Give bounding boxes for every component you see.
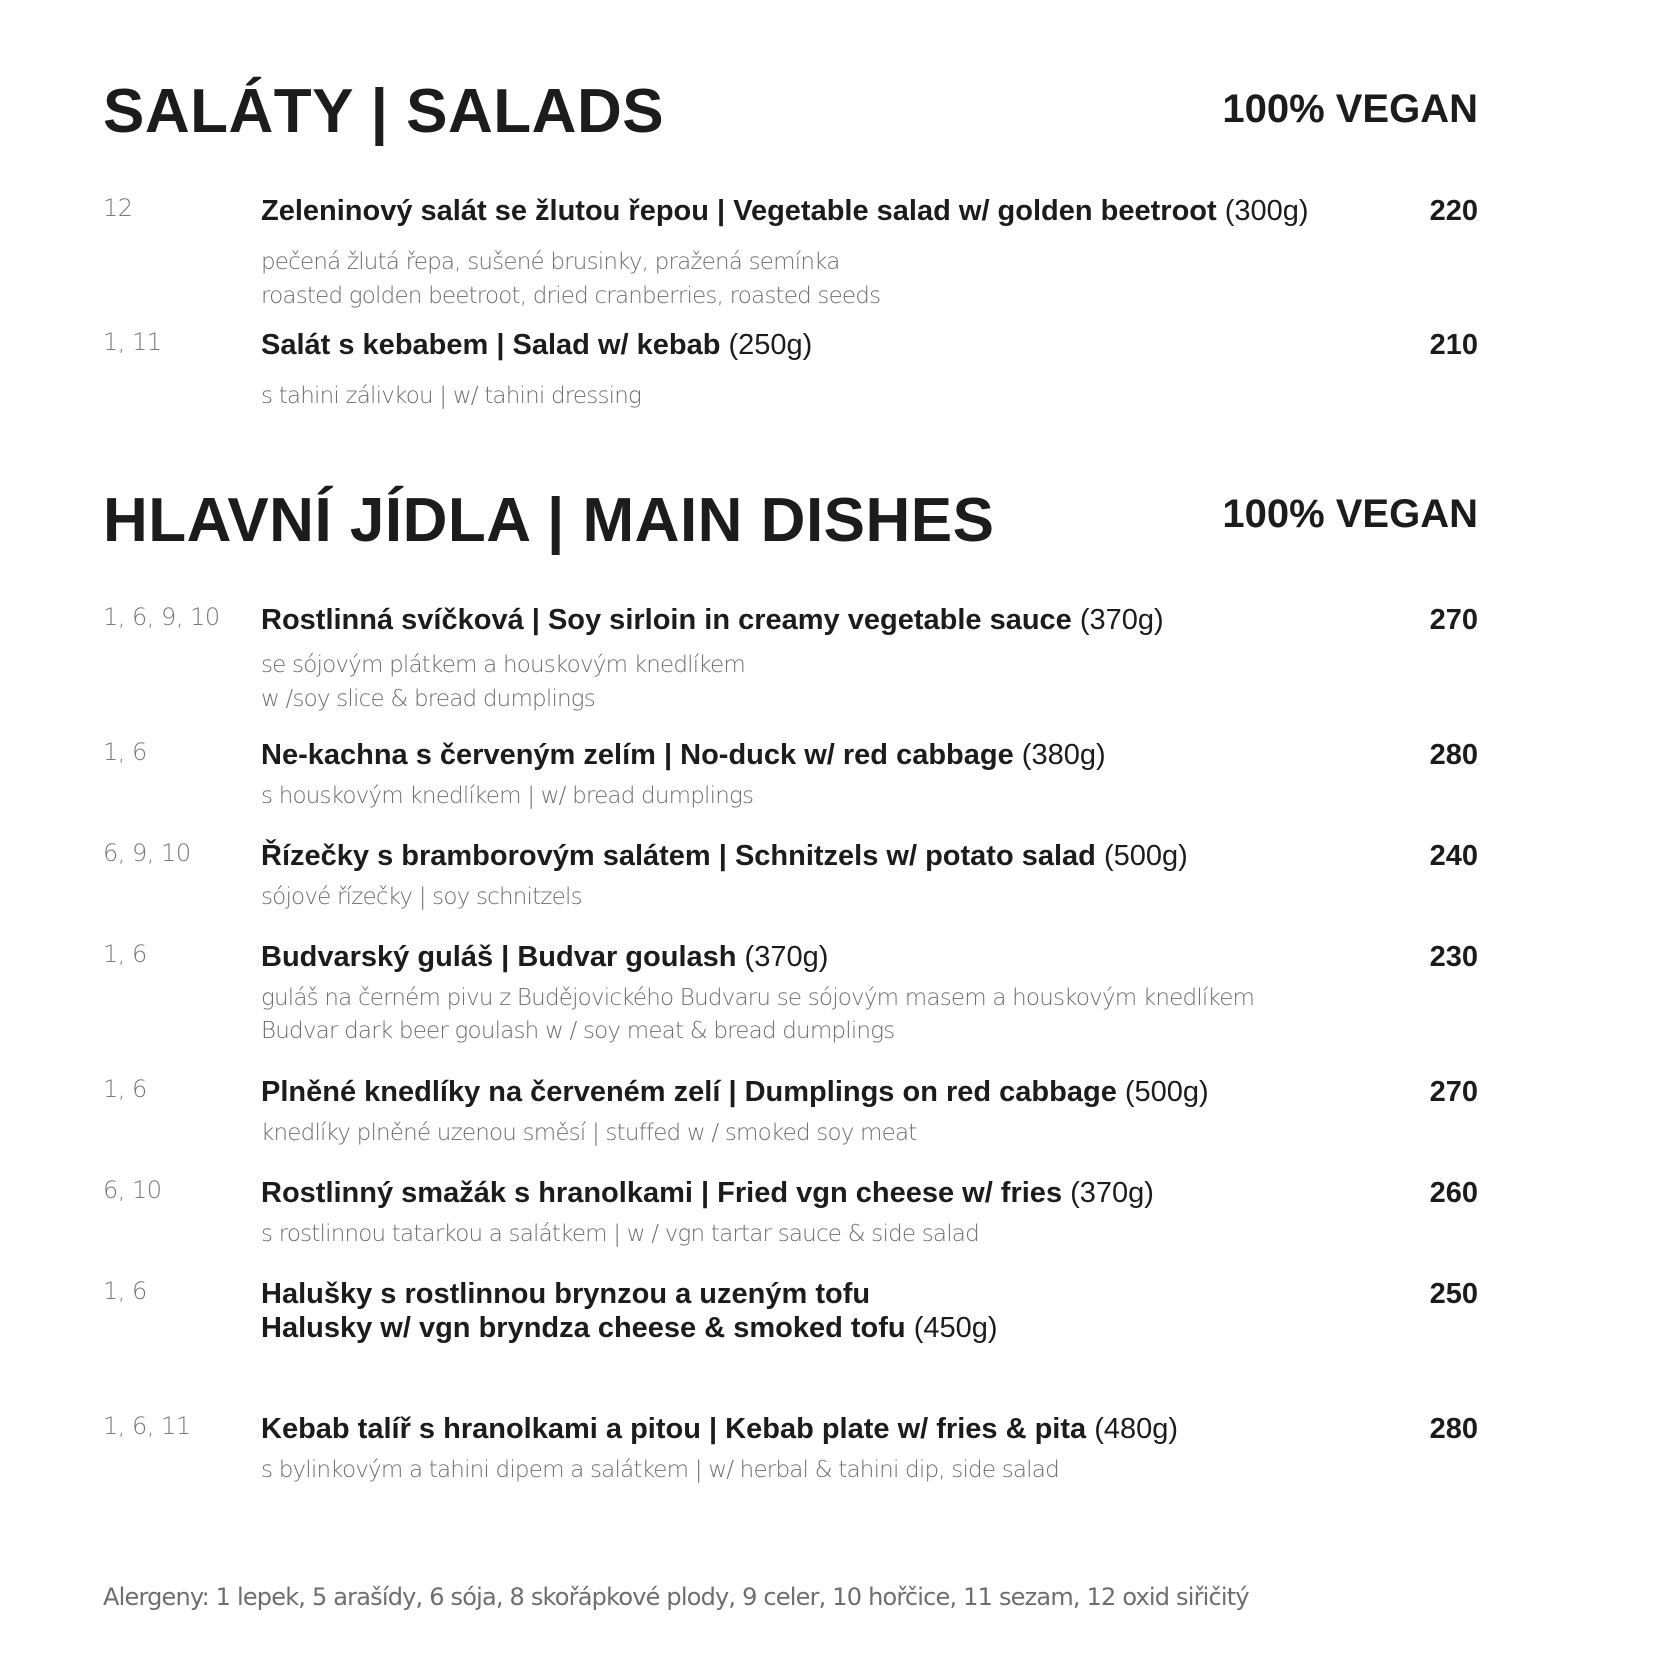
dish-price: 250 [1429,1278,1478,1310]
dish-name-en: Halusky w/ vgn bryndza cheese & smoked tofu (450g) [261,1312,998,1344]
dish-weight: (500g) [1103,840,1188,872]
allergen-codes: 12 [103,194,133,222]
allergen-codes: 1, 6, 9, 10 [103,603,220,631]
dish-price: 230 [1429,941,1478,973]
dish-weight: (370g) [744,941,829,973]
dish-description-en: roasted golden beetroot, dried cranberries, roasted seeds [261,283,881,309]
dish-weight: (370g) [1070,1177,1154,1209]
dish-description: s rostlinnou tatarkou a salátkem | w / vgn tartar sauce & side salad [261,1221,979,1247]
dish-name: Salát s kebabem | Salad w/ kebab (250g) [261,329,813,361]
dish-name: Rostlinná svíčková | Soy sirloin in creamy vegetable sauce (370g) [261,604,1164,636]
dish-weight: (380g) [1021,739,1106,771]
dish-name: Zeleninový salát se žlutou řepou | Vegetable salad w/ golden beetroot (300g) [261,195,1309,227]
dish-weight: (480g) [1094,1413,1179,1445]
dish-description-en: Budvar dark beer goulash w / soy meat & bread dumplings [261,1018,895,1044]
allergen-codes: 6, 9, 10 [103,839,191,867]
dish-description: s tahini zálivkou | w/ tahini dressing [261,383,641,409]
dish-name: Řízečky s bramborovým salátem | Schnitzels w/ potato salad (500g) [261,840,1188,872]
allergen-codes: 1, 11 [103,328,162,356]
dish-description: s bylinkovým a tahini dipem a salátkem | w/ herbal & tahini dip, side salad [261,1457,1059,1483]
dish-name: Budvarský guláš | Budvar goulash (370g) [261,941,829,973]
dish-name: Rostlinný smažák s hranolkami | Fried vgn cheese w/ fries (370g) [261,1177,1154,1209]
dish-name: Kebab talíř s hranolkami a pitou | Kebab plate w/ fries & pita (480g) [261,1413,1179,1445]
dish-description-en: w /soy slice & bread dumplings [261,686,595,712]
dish-price: 210 [1429,329,1478,361]
allergen-codes: 1, 6 [103,1075,147,1103]
allergens-legend: Alergeny: 1 lepek, 5 arašídy, 6 sója, 8 skořápkové plody, 9 celer, 10 hořčice, 11 sezam, 12 oxid siřičitý [103,1583,1249,1611]
dish-description: knedlíky plněné uzenou směsí | stuffed w / smoked soy meat [261,1120,917,1146]
salads-title: SALÁTY | SALADS [103,77,665,146]
dish-weight: (370g) [1079,604,1164,636]
dish-description: guláš na černém pivu z Budějovického Budvaru se sójovým masem a houskovým knedlíkem [261,985,1255,1011]
dish-price: 270 [1429,1076,1478,1108]
mains-title: HLAVNÍ JÍDLA | MAIN DISHES [103,486,995,555]
dish-price: 280 [1429,1413,1478,1445]
allergen-codes: 1, 6, 11 [103,1412,191,1440]
allergen-codes: 1, 6 [103,738,147,766]
allergen-codes: 1, 6 [103,940,147,968]
dish-weight: (300g) [1224,195,1309,227]
dish-weight: (450g) [913,1312,998,1344]
dish-name: Ne-kachna s červeným zelím | No-duck w/ red cabbage (380g) [261,739,1106,771]
allergen-codes: 1, 6 [103,1277,147,1305]
salads-vegan-label: 100% VEGAN [1222,87,1478,131]
dish-weight: (250g) [728,329,813,361]
dish-weight: (500g) [1124,1076,1209,1108]
dish-name: Halušky s rostlinnou brynzou a uzeným tofu [261,1278,871,1310]
dish-description: pečená žlutá řepa, sušené brusinky, pražená semínka [261,249,840,275]
dish-price: 220 [1429,195,1478,227]
dish-price: 280 [1429,739,1478,771]
dish-price: 240 [1429,840,1478,872]
dish-description: se sójovým plátkem a houskovým knedlíkem [261,652,745,678]
dish-description: sójové řízečky | soy schnitzels [261,884,582,910]
mains-vegan-label: 100% VEGAN [1222,492,1478,536]
dish-price: 260 [1429,1177,1478,1209]
allergen-codes: 6, 10 [103,1176,162,1204]
dish-price: 270 [1429,604,1478,636]
dish-description: s houskovým knedlíkem | w/ bread dumplings [261,783,754,809]
dish-name: Plněné knedlíky na červeném zelí | Dumplings on red cabbage (500g) [261,1076,1209,1108]
